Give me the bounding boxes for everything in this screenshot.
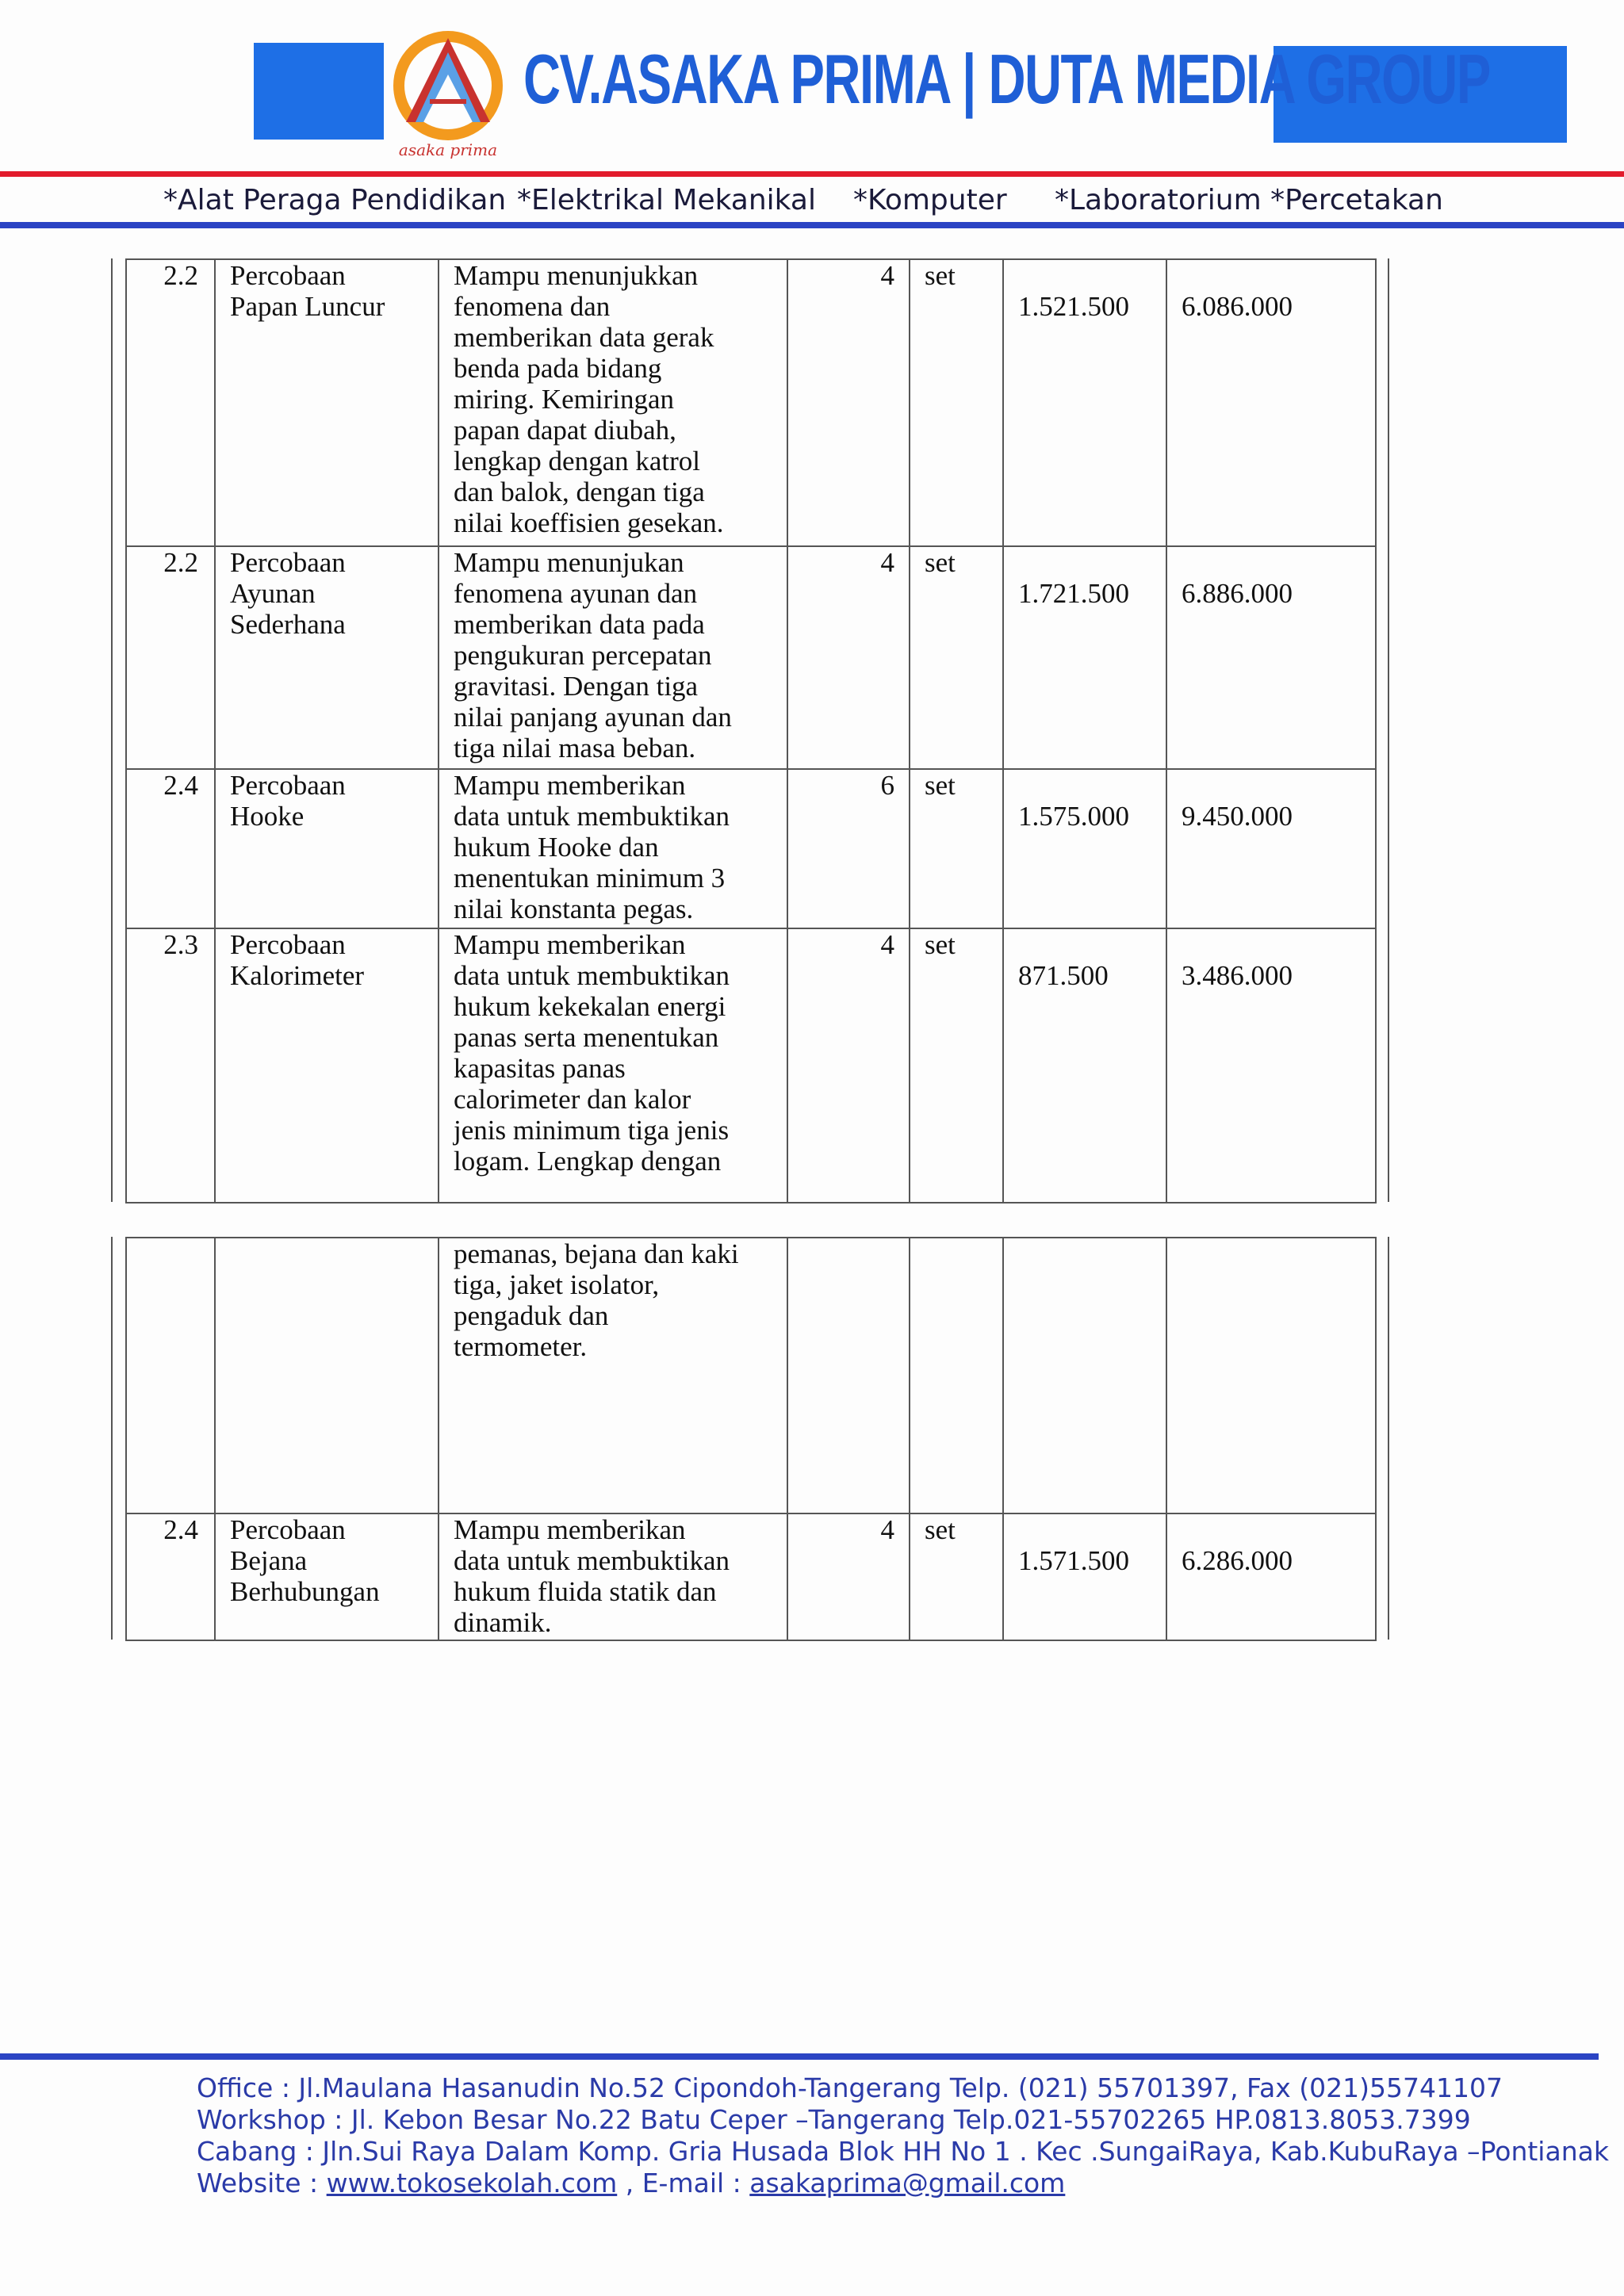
- email-label: , E-mail :: [617, 2168, 750, 2198]
- cell-item-name: Percobaan Ayunan Sederhana: [215, 546, 439, 769]
- cell-unit: set: [910, 769, 1003, 928]
- table-row: [126, 259, 1376, 546]
- tagline-item: *Laboratorium *Percetakan: [1055, 184, 1443, 216]
- website-label: Website :: [197, 2168, 327, 2198]
- cell-total-price: [1166, 1238, 1376, 1513]
- cell-unit-price: 1.721.500: [1003, 546, 1166, 769]
- table-row: [126, 1513, 1376, 1640]
- workshop-address: Workshop : Jl. Kebon Besar No.22 Batu Ceper –Tangerang Telp.021-55702265 HP.0813.8053.7399: [197, 2104, 1471, 2135]
- header-blue-rule: [0, 222, 1624, 228]
- cell-total-price: 6.886.000: [1166, 546, 1376, 769]
- cell-no: [126, 1238, 215, 1513]
- cell-item-name: Percobaan Bejana Berhubungan: [215, 1513, 439, 1640]
- cell-quantity: 4: [787, 1513, 910, 1640]
- cell-quantity: 6: [787, 769, 910, 928]
- cell-description: Mampu menunjukkan fenomena dan memberikan data gerak benda pada bidang miring. Kemiringan papan dapat diubah, lengkap dengan katrol dan balok, dengan tiga nilai koeffisien gesekan.: [439, 259, 787, 546]
- cell-unit-price: 1.571.500: [1003, 1513, 1166, 1640]
- branch-address: Cabang : Jln.Sui Raya Dalam Komp. Gria Husada Blok HH No 1 . Kec .SungaiRaya, Kab.KubuRaya –Pontianak: [197, 2136, 1609, 2167]
- cell-unit: set: [910, 546, 1003, 769]
- table-row: [126, 1238, 1376, 1513]
- cell-quantity: 4: [787, 928, 910, 1203]
- cell-unit-price: 1.575.000: [1003, 769, 1166, 928]
- cell-total-price: 6.286.000: [1166, 1513, 1376, 1640]
- cell-no: 2.2: [126, 546, 215, 769]
- footer-contact-block: [197, 2072, 1609, 2199]
- email-link[interactable]: asakaprima@gmail.com: [749, 2168, 1066, 2198]
- cell-item-name: Percobaan Hooke: [215, 769, 439, 928]
- table-row: [126, 546, 1376, 769]
- tagline-item: *Alat Peraga Pendidikan: [163, 184, 507, 216]
- cell-unit: set: [910, 928, 1003, 1203]
- website-link[interactable]: www.tokosekolah.com: [326, 2168, 618, 2198]
- table-row: [126, 769, 1376, 928]
- cell-unit-price: 871.500: [1003, 928, 1166, 1203]
- tagline-item: *Elektrikal Mekanikal: [517, 184, 816, 216]
- price-table-part-1: [125, 258, 1377, 1203]
- footer-blue-rule: [0, 2053, 1599, 2060]
- cell-item-name: Percobaan Kalorimeter: [215, 928, 439, 1203]
- cell-unit: [910, 1238, 1003, 1513]
- cell-total-price: 9.450.000: [1166, 769, 1376, 928]
- cell-unit: set: [910, 1513, 1003, 1640]
- tagline-item: *Komputer: [853, 184, 1007, 216]
- cell-no: 2.4: [126, 769, 215, 928]
- tagline-bar: [0, 181, 1624, 222]
- cell-item-name: Percobaan Papan Luncur: [215, 259, 439, 546]
- cell-total-price: 6.086.000: [1166, 259, 1376, 546]
- cell-quantity: 4: [787, 546, 910, 769]
- table-row: [126, 928, 1376, 1203]
- cell-description: Mampu memberikan data untuk membuktikan hukum Hooke dan menentukan minimum 3 nilai konstanta pegas.: [439, 769, 787, 928]
- cell-no: 2.4: [126, 1513, 215, 1640]
- cell-total-price: 3.486.000: [1166, 928, 1376, 1203]
- cell-item-name: [215, 1238, 439, 1513]
- cell-quantity: 4: [787, 259, 910, 546]
- cell-no: 2.3: [126, 928, 215, 1203]
- cell-unit-price: [1003, 1238, 1166, 1513]
- cell-unit-price: 1.521.500: [1003, 259, 1166, 546]
- cell-description: Mampu memberikan data untuk membuktikan hukum kekekalan energi panas serta menentukan kapasitas panas calorimeter dan kalor jenis minimum tiga jenis logam. Lengkap dengan: [439, 928, 787, 1203]
- company-brand-name: CV.ASAKA PRIMA | DUTA MEDIA GROUP: [523, 40, 1490, 118]
- logo-caption: asaka prima: [398, 140, 498, 159]
- cell-quantity: [787, 1238, 910, 1513]
- cell-description: pemanas, bejana dan kaki tiga, jaket isolator, pengaduk dan termometer.: [439, 1238, 787, 1513]
- header-blue-block-left: [254, 43, 384, 140]
- cell-description: Mampu memberikan data untuk membuktikan hukum fluida statik dan dinamik.: [439, 1513, 787, 1640]
- contact-line: [197, 2168, 1609, 2199]
- cell-unit: set: [910, 259, 1003, 546]
- price-table-part-2: [125, 1237, 1377, 1641]
- company-logo: [389, 29, 508, 160]
- cell-description: Mampu menunjukan fenomena ayunan dan memberikan data pada pengukuran percepatan gravitasi. Dengan tiga nilai panjang ayunan dan tiga nilai masa beban.: [439, 546, 787, 769]
- header-red-rule: [0, 171, 1624, 177]
- office-address: Office : Jl.Maulana Hasanudin No.52 Cipondoh-Tangerang Telp. (021) 55701397, Fax (021)55741107: [197, 2072, 1503, 2103]
- cell-no: 2.2: [126, 259, 215, 546]
